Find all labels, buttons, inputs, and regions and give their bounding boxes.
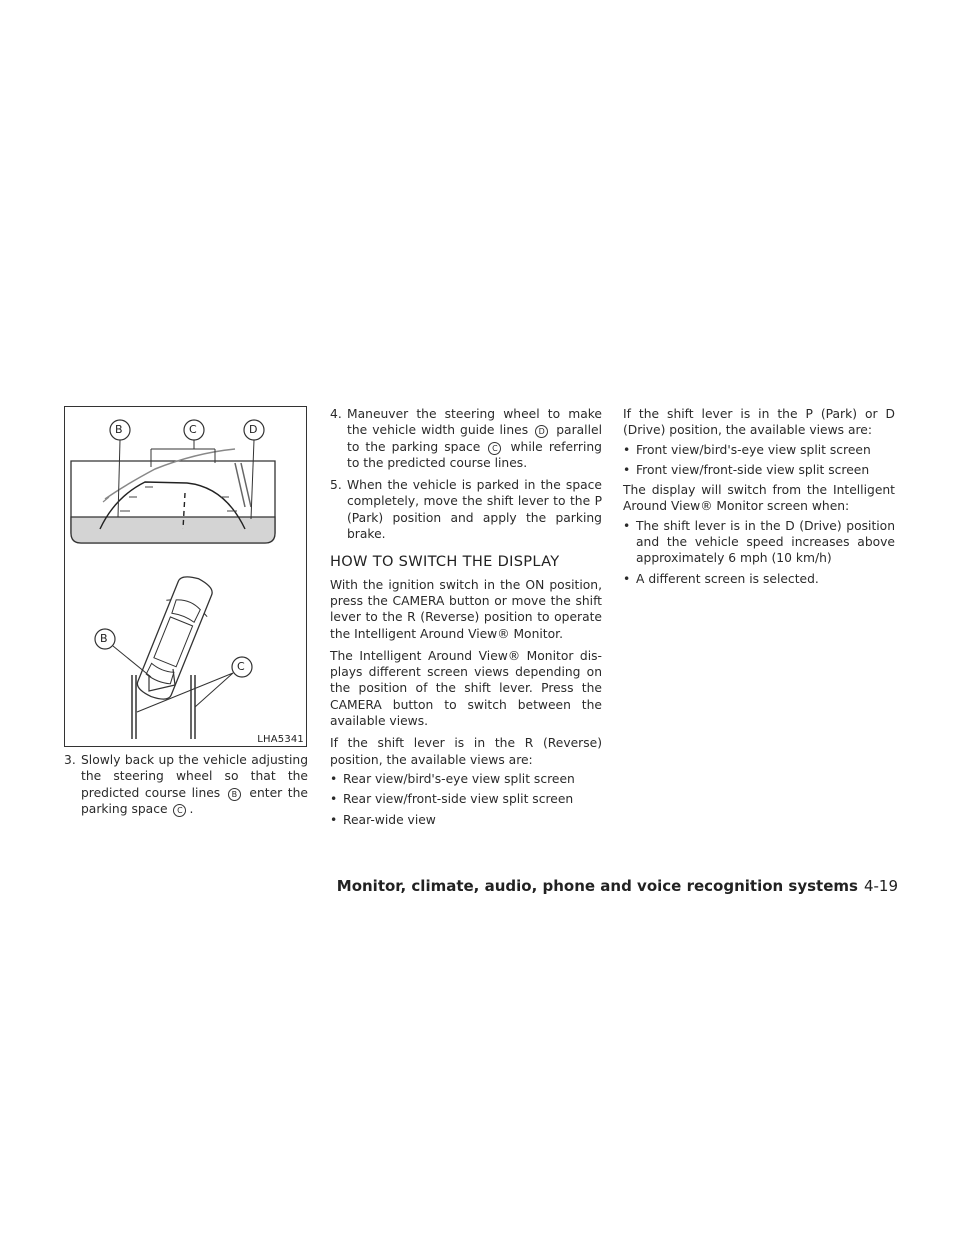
step-number: 3. bbox=[64, 753, 76, 767]
ref-c-icon: C bbox=[488, 442, 501, 455]
ref-c-icon: C bbox=[173, 804, 186, 817]
step-5 bbox=[330, 477, 602, 542]
step-3-text-c: . bbox=[189, 801, 194, 816]
step-3 bbox=[64, 752, 308, 817]
page-number: 4-19 bbox=[863, 877, 898, 895]
callout-label-c-bottom: C bbox=[237, 660, 245, 673]
list-item-text: Rear-wide view bbox=[343, 812, 436, 827]
step-4 bbox=[330, 406, 602, 471]
list-item: • Rear-wide view bbox=[330, 812, 602, 828]
figure-code: LHA5341 bbox=[257, 734, 304, 745]
paragraph: If the shift lever is in the P (Park) or D (Drive) position, the available views are: bbox=[623, 407, 895, 438]
callout-label-c-top: C bbox=[189, 423, 197, 436]
list-item-text: Rear view/bird's-eye view split screen bbox=[343, 771, 575, 786]
parking-diagram bbox=[65, 407, 308, 748]
callout-label-b-bottom: B bbox=[100, 632, 108, 645]
list-item: • The shift lever is in the D (Drive) position and the vehicle speed increases above approximately 6 mph (10 km/h) bbox=[623, 518, 895, 566]
paragraph: With the ignition switch in the ON position, press the CAMERA button or move the shift lever to the R (Reverse) position to operate the Intelligent Around View® Monitor. bbox=[330, 577, 602, 641]
step-4-text-a: Maneuver the steering wheel to make the vehicle width guide lines bbox=[347, 407, 602, 438]
ref-b-icon: B bbox=[228, 788, 241, 801]
paragraph: The display will switch from the Intelligent Around View® Monitor screen when: bbox=[623, 483, 895, 514]
footer-title: Monitor, climate, audio, phone and voice recognition systems bbox=[336, 877, 858, 895]
step-text bbox=[81, 752, 308, 817]
list-item: • Rear view/bird's-eye view split screen bbox=[330, 771, 602, 787]
callout-label-d-top: D bbox=[249, 423, 258, 436]
list-item: • A different screen is selected. bbox=[623, 571, 895, 587]
list-item: • Rear view/front-side view split screen bbox=[330, 791, 602, 807]
column-1 bbox=[64, 752, 308, 823]
paragraph: If the shift lever is in the R (Reverse) position, the available views are: bbox=[330, 736, 602, 767]
step-3-text-a: Slowly back up the vehicle adjusting the steering wheel so that the predicted course lines bbox=[81, 753, 308, 800]
step-text bbox=[347, 406, 602, 471]
list-item-text: The shift lever is in the D (Drive) position and the vehicle speed increases above approximately 6 mph (10 km/h) bbox=[636, 518, 895, 566]
page-footer bbox=[337, 877, 898, 895]
section-heading: HOW TO SWITCH THE DISPLAY bbox=[330, 553, 560, 571]
step-number: 5. bbox=[330, 478, 342, 493]
step-4-text-b: parallel to the parking space bbox=[347, 423, 602, 454]
list-item-text: Front view/bird's-eye view split screen bbox=[636, 442, 871, 457]
list-item: • Front view/front-side view split screen bbox=[623, 462, 895, 478]
step-text: When the vehicle is parked in the space completely, move the shift lever to the P (Park) position and apply the parking brake. bbox=[347, 478, 602, 542]
list-item: • Front view/bird's-eye view split screen bbox=[623, 442, 895, 458]
paragraph: The Intelligent Around View® Monitor dis- plays different screen views depending on the position of the shift lever. Press the CAMERA button to switch between the available views. bbox=[330, 648, 602, 729]
parking-figure bbox=[64, 406, 307, 747]
step-4-text-c: while referring to the predicted course lines. bbox=[347, 439, 602, 470]
column-3 bbox=[623, 406, 895, 591]
ref-d-icon: D bbox=[535, 425, 548, 438]
step-number: 4. bbox=[330, 407, 342, 421]
list-item-text: A different screen is selected. bbox=[636, 571, 819, 586]
column-2 bbox=[330, 406, 602, 832]
list-item-text: Rear view/front-side view split screen bbox=[343, 792, 574, 807]
list-item-text: Front view/front-side view split screen bbox=[636, 462, 870, 477]
step-3-text-b: enter the parking space bbox=[81, 785, 308, 816]
callout-label-b-top: B bbox=[115, 423, 123, 436]
